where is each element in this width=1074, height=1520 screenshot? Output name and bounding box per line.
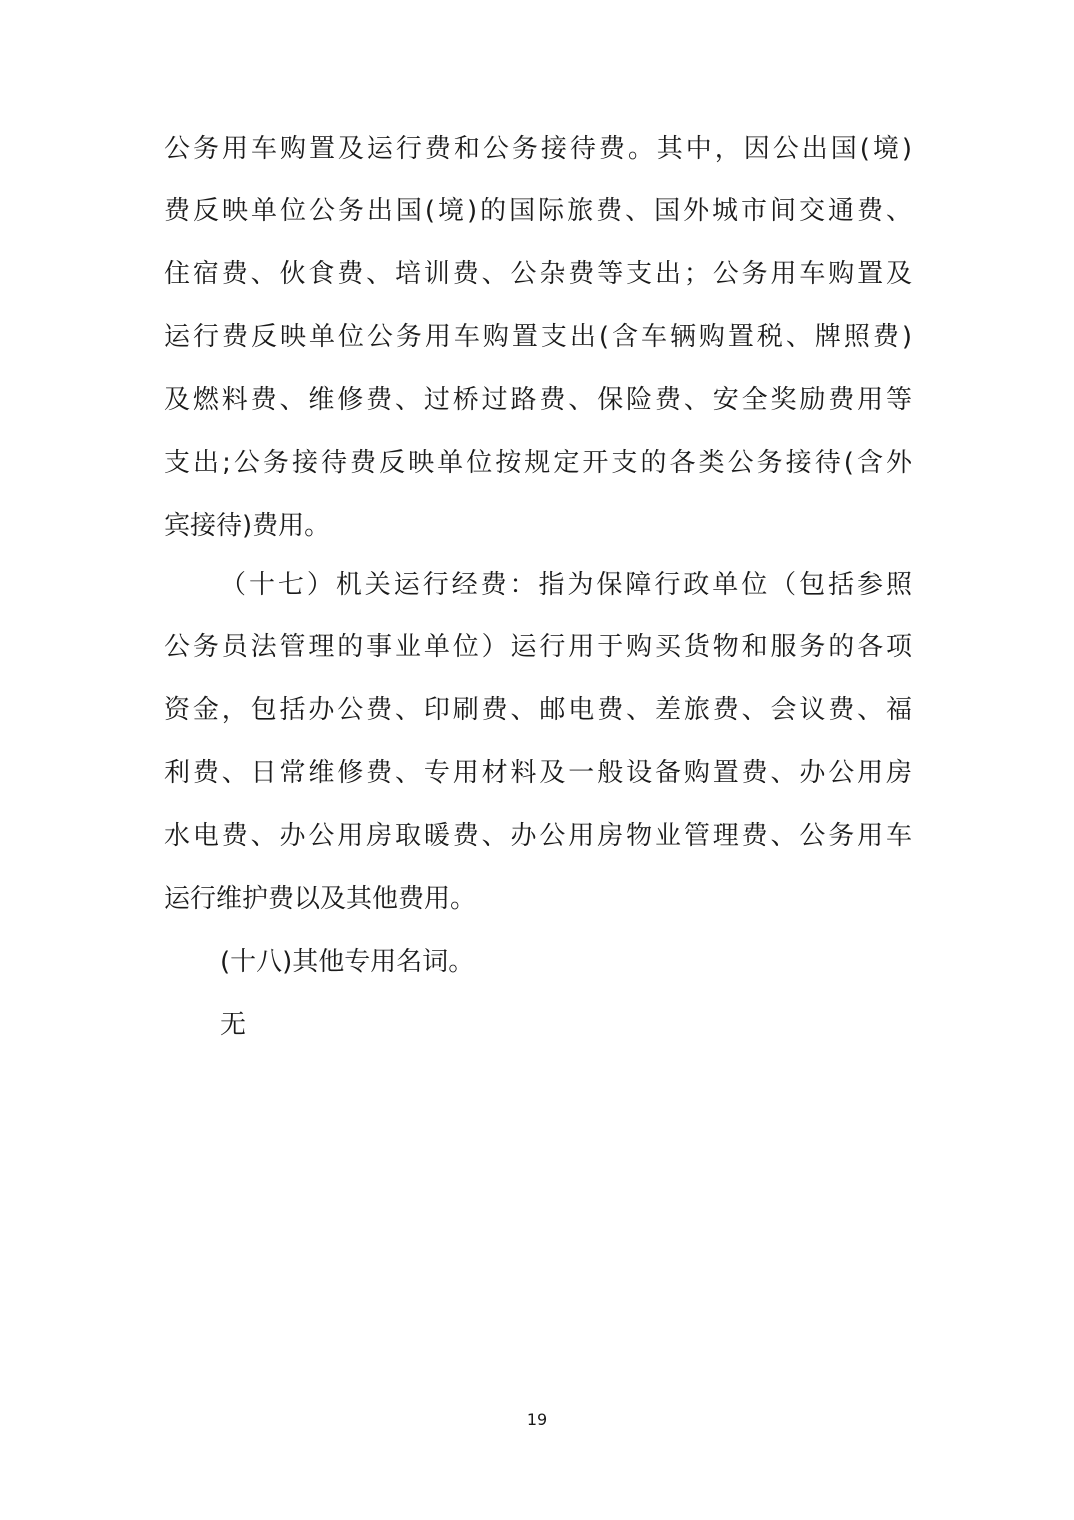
text-line: 运行费反映单位公务用车购置支出(含车辆购置税、牌照费) <box>164 322 912 352</box>
text-line: （十七）机关运行经费：指为保障行政单位（包括参照 <box>220 570 912 600</box>
text-line: 支出;公务接待费反映单位按规定开支的各类公务接待(含外 <box>164 448 912 478</box>
text-line: 及燃料费、维修费、过桥过路费、保险费、安全奖励费用等 <box>164 385 912 415</box>
text-line: 公务用车购置及运行费和公务接待费。其中，因公出国(境) <box>164 134 912 164</box>
text-line: 宾接待)费用。 <box>164 511 331 541</box>
text-line: 无 <box>220 1010 247 1040</box>
page-number: 19 <box>526 1410 548 1429</box>
text-line: (十八)其他专用名词。 <box>220 947 475 977</box>
text-line: 资金，包括办公费、印刷费、邮电费、差旅费、会议费、福 <box>164 695 912 725</box>
text-line: 运行维护费以及其他费用。 <box>164 884 477 914</box>
text-line: 住宿费、伙食费、培训费、公杂费等支出；公务用车购置及 <box>164 259 912 289</box>
text-line: 利费、日常维修费、专用材料及一般设备购置费、办公用房 <box>164 758 912 788</box>
text-line: 公务员法管理的事业单位）运行用于购买货物和服务的各项 <box>164 632 912 662</box>
text-line: 费反映单位公务出国(境)的国际旅费、国外城市间交通费、 <box>164 196 912 226</box>
text-line: 水电费、办公用房取暖费、办公用房物业管理费、公务用车 <box>164 821 912 851</box>
